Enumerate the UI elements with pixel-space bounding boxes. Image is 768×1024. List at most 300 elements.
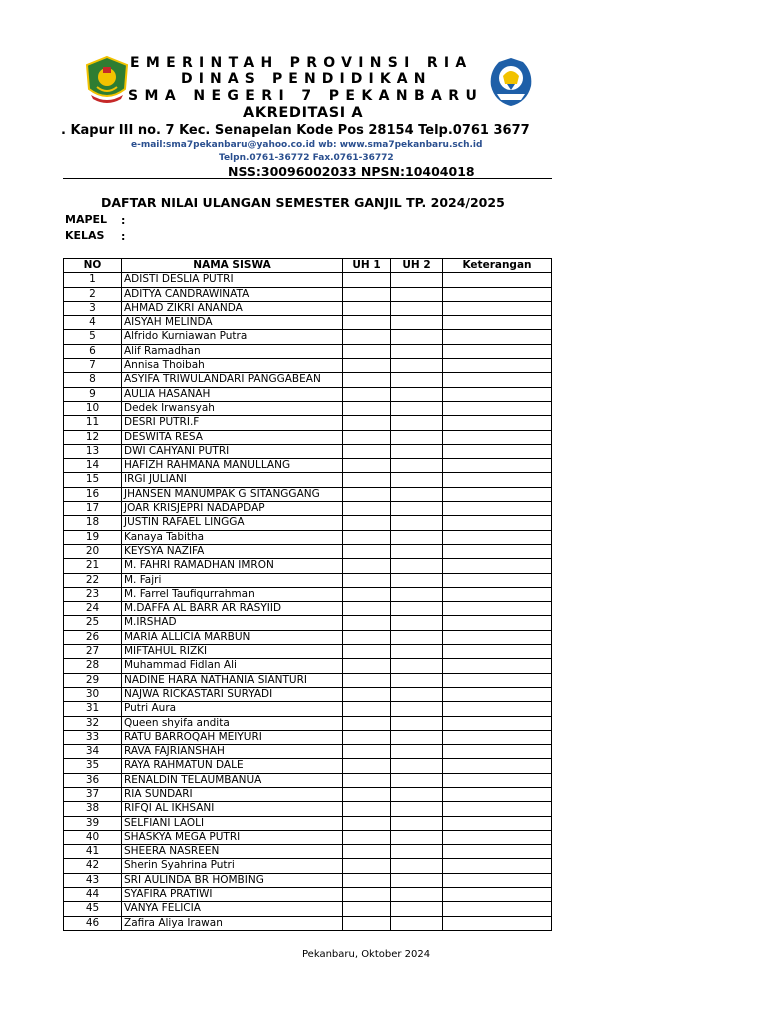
student-name: JUSTIN RAFAEL LINGGA	[122, 516, 343, 530]
uh2-cell[interactable]	[391, 401, 443, 415]
student-number: 16	[64, 487, 122, 501]
table-row	[64, 387, 552, 401]
student-number: 14	[64, 459, 122, 473]
uh1-cell[interactable]	[343, 273, 391, 287]
uh1-cell[interactable]	[343, 830, 391, 844]
header-contact: e-mail:sma7pekanbaru@yahoo.co.id wb: www.sma7pekanbaru.sch.id	[131, 140, 483, 150]
keterangan-cell[interactable]	[443, 873, 552, 887]
field-colon-kelas: :	[121, 230, 126, 243]
keterangan-cell[interactable]	[443, 516, 552, 530]
student-name: Queen shyifa andita	[122, 716, 343, 730]
uh1-cell[interactable]	[343, 330, 391, 344]
table-row	[64, 659, 552, 673]
uh1-cell[interactable]	[343, 430, 391, 444]
student-number: 12	[64, 430, 122, 444]
student-number: 40	[64, 830, 122, 844]
uh2-cell[interactable]	[391, 845, 443, 859]
keterangan-cell[interactable]	[443, 502, 552, 516]
table-row	[64, 459, 552, 473]
keterangan-cell[interactable]	[443, 287, 552, 301]
keterangan-cell[interactable]	[443, 730, 552, 744]
tut-wuri-handayani-emblem-icon	[487, 56, 535, 108]
keterangan-cell[interactable]	[443, 559, 552, 573]
uh2-cell[interactable]	[391, 702, 443, 716]
uh1-cell[interactable]	[343, 902, 391, 916]
keterangan-cell[interactable]	[443, 330, 552, 344]
student-number: 24	[64, 602, 122, 616]
uh1-cell[interactable]	[343, 530, 391, 544]
table-row	[64, 716, 552, 730]
student-name: M. FAHRI RAMADHAN IMRON	[122, 559, 343, 573]
student-name: AULIA HASANAH	[122, 387, 343, 401]
header-school-name: SMA NEGERI 7 PEKANBARU	[128, 88, 484, 104]
uh1-cell[interactable]	[343, 888, 391, 902]
student-name: Alif Ramadhan	[122, 344, 343, 358]
keterangan-cell[interactable]	[443, 473, 552, 487]
keterangan-cell[interactable]	[443, 659, 552, 673]
student-name: Sherin Syahrina Putri	[122, 859, 343, 873]
keterangan-cell[interactable]	[443, 787, 552, 801]
student-number: 23	[64, 587, 122, 601]
uh1-cell[interactable]	[343, 287, 391, 301]
uh2-cell[interactable]	[391, 587, 443, 601]
student-number: 11	[64, 416, 122, 430]
keterangan-cell[interactable]	[443, 616, 552, 630]
student-number: 38	[64, 802, 122, 816]
column-header-keterangan: Keterangan	[443, 259, 552, 273]
uh1-cell[interactable]	[343, 687, 391, 701]
student-name: NAJWA RICKASTARI SURYADI	[122, 687, 343, 701]
header-divider	[63, 178, 552, 179]
student-number: 30	[64, 687, 122, 701]
uh2-cell[interactable]	[391, 316, 443, 330]
uh2-cell[interactable]	[391, 530, 443, 544]
uh2-cell[interactable]	[391, 787, 443, 801]
student-number: 42	[64, 859, 122, 873]
student-number: 29	[64, 673, 122, 687]
uh1-cell[interactable]	[343, 444, 391, 458]
uh1-cell[interactable]	[343, 759, 391, 773]
table-row	[64, 344, 552, 358]
student-number: 20	[64, 544, 122, 558]
table-row	[64, 687, 552, 701]
student-number: 7	[64, 359, 122, 373]
keterangan-cell[interactable]	[443, 430, 552, 444]
uh1-cell[interactable]	[343, 630, 391, 644]
table-row	[64, 416, 552, 430]
student-name: SHASKYA MEGA PUTRI	[122, 830, 343, 844]
student-name: SRI AULINDA BR HOMBING	[122, 873, 343, 887]
student-name: DESWITA RESA	[122, 430, 343, 444]
keterangan-cell[interactable]	[443, 745, 552, 759]
keterangan-cell[interactable]	[443, 359, 552, 373]
column-header-uh2: UH 2	[391, 259, 443, 273]
uh1-cell[interactable]	[343, 459, 391, 473]
uh2-cell[interactable]	[391, 687, 443, 701]
uh2-cell[interactable]	[391, 645, 443, 659]
student-name: Putri Aura	[122, 702, 343, 716]
keterangan-cell[interactable]	[443, 401, 552, 415]
table-row	[64, 802, 552, 816]
uh1-cell[interactable]	[343, 387, 391, 401]
table-row	[64, 816, 552, 830]
student-number: 41	[64, 845, 122, 859]
uh2-cell[interactable]	[391, 773, 443, 787]
uh1-cell[interactable]	[343, 645, 391, 659]
table-row	[64, 544, 552, 558]
keterangan-cell[interactable]	[443, 344, 552, 358]
student-name: MIFTAHUL RIZKI	[122, 645, 343, 659]
field-label-mapel: MAPEL	[65, 213, 108, 226]
student-number: 44	[64, 888, 122, 902]
keterangan-cell[interactable]	[443, 273, 552, 287]
student-number: 35	[64, 759, 122, 773]
uh2-cell[interactable]	[391, 802, 443, 816]
student-number: 5	[64, 330, 122, 344]
student-number: 10	[64, 401, 122, 415]
student-name: AHMAD ZIKRI ANANDA	[122, 301, 343, 315]
uh1-cell[interactable]	[343, 702, 391, 716]
uh2-cell[interactable]	[391, 387, 443, 401]
uh2-cell[interactable]	[391, 416, 443, 430]
student-number: 13	[64, 444, 122, 458]
student-name: IRGI JULIANI	[122, 473, 343, 487]
keterangan-cell[interactable]	[443, 687, 552, 701]
keterangan-cell[interactable]	[443, 759, 552, 773]
column-header-name: NAMA SISWA	[122, 259, 343, 273]
uh1-cell[interactable]	[343, 473, 391, 487]
table-row	[64, 473, 552, 487]
table-row	[64, 359, 552, 373]
table-row	[64, 673, 552, 687]
student-number: 25	[64, 616, 122, 630]
uh2-cell[interactable]	[391, 516, 443, 530]
keterangan-cell[interactable]	[443, 802, 552, 816]
table-row	[64, 630, 552, 644]
student-name: SYAFIRA PRATIWI	[122, 888, 343, 902]
table-row	[64, 773, 552, 787]
keterangan-cell[interactable]	[443, 845, 552, 859]
keterangan-cell[interactable]	[443, 816, 552, 830]
keterangan-cell[interactable]	[443, 530, 552, 544]
table-row	[64, 573, 552, 587]
student-name: M.IRSHAD	[122, 616, 343, 630]
table-row	[64, 401, 552, 415]
table-row	[64, 873, 552, 887]
student-number: 39	[64, 816, 122, 830]
student-name: RAVA FAJRIANSHAH	[122, 745, 343, 759]
student-name: KEYSYA NAZIFA	[122, 544, 343, 558]
uh1-cell[interactable]	[343, 716, 391, 730]
student-number: 33	[64, 730, 122, 744]
student-name: Muhammad Fidlan Ali	[122, 659, 343, 673]
student-number: 3	[64, 301, 122, 315]
uh2-cell[interactable]	[391, 473, 443, 487]
uh1-cell[interactable]	[343, 559, 391, 573]
student-number: 22	[64, 573, 122, 587]
keterangan-cell[interactable]	[443, 301, 552, 315]
keterangan-cell[interactable]	[443, 859, 552, 873]
uh2-cell[interactable]	[391, 916, 443, 930]
table-row	[64, 301, 552, 315]
uh2-cell[interactable]	[391, 745, 443, 759]
keterangan-cell[interactable]	[443, 487, 552, 501]
header-accreditation: AKREDITASI A	[243, 105, 364, 121]
student-name: Alfrido Kurniawan Putra	[122, 330, 343, 344]
table-row	[64, 830, 552, 844]
table-row	[64, 373, 552, 387]
uh1-cell[interactable]	[343, 802, 391, 816]
uh1-cell[interactable]	[343, 673, 391, 687]
student-number: 17	[64, 502, 122, 516]
uh1-cell[interactable]	[343, 487, 391, 501]
student-name: Annisa Thoibah	[122, 359, 343, 373]
uh2-cell[interactable]	[391, 459, 443, 473]
student-name: RIA SUNDARI	[122, 787, 343, 801]
student-name: SELFIANI LAOLI	[122, 816, 343, 830]
uh2-cell[interactable]	[391, 444, 443, 458]
grades-table	[63, 258, 552, 931]
column-header-no: NO	[64, 259, 122, 273]
uh1-cell[interactable]	[343, 416, 391, 430]
student-number: 19	[64, 530, 122, 544]
student-name: Dedek Irwansyah	[122, 401, 343, 415]
uh1-cell[interactable]	[343, 401, 391, 415]
table-row	[64, 888, 552, 902]
keterangan-cell[interactable]	[443, 387, 552, 401]
uh1-cell[interactable]	[343, 502, 391, 516]
keterangan-cell[interactable]	[443, 630, 552, 644]
uh1-cell[interactable]	[343, 616, 391, 630]
student-name: M. Farrel Taufiqurrahman	[122, 587, 343, 601]
student-number: 46	[64, 916, 122, 930]
uh2-cell[interactable]	[391, 630, 443, 644]
student-name: RIFQI AL IKHSANI	[122, 802, 343, 816]
table-row	[64, 916, 552, 930]
student-number: 32	[64, 716, 122, 730]
keterangan-cell[interactable]	[443, 316, 552, 330]
table-row	[64, 430, 552, 444]
uh1-cell[interactable]	[343, 544, 391, 558]
uh2-cell[interactable]	[391, 888, 443, 902]
student-number: 18	[64, 516, 122, 530]
student-name: M.DAFFA AL BARR AR RASYIID	[122, 602, 343, 616]
uh1-cell[interactable]	[343, 373, 391, 387]
table-row	[64, 559, 552, 573]
uh2-cell[interactable]	[391, 673, 443, 687]
student-name: AISYAH MELINDA	[122, 316, 343, 330]
student-name: Kanaya Tabitha	[122, 530, 343, 544]
table-row	[64, 745, 552, 759]
table-row	[64, 602, 552, 616]
student-name: MARIA ALLICIA MARBUN	[122, 630, 343, 644]
student-number: 34	[64, 745, 122, 759]
student-number: 31	[64, 702, 122, 716]
student-name: DWI CAHYANI PUTRI	[122, 444, 343, 458]
uh1-cell[interactable]	[343, 916, 391, 930]
table-row	[64, 487, 552, 501]
uh1-cell[interactable]	[343, 344, 391, 358]
student-number: 8	[64, 373, 122, 387]
student-number: 37	[64, 787, 122, 801]
table-row	[64, 859, 552, 873]
uh2-cell[interactable]	[391, 873, 443, 887]
uh2-cell[interactable]	[391, 759, 443, 773]
keterangan-cell[interactable]	[443, 830, 552, 844]
student-name: ADISTI DESLIA PUTRI	[122, 273, 343, 287]
keterangan-cell[interactable]	[443, 544, 552, 558]
uh1-cell[interactable]	[343, 602, 391, 616]
keterangan-cell[interactable]	[443, 587, 552, 601]
table-row	[64, 616, 552, 630]
uh1-cell[interactable]	[343, 359, 391, 373]
uh2-cell[interactable]	[391, 573, 443, 587]
header-address: . Kapur III no. 7 Kec. Senapelan Kode Pos 28154 Telp.0761 3677	[61, 123, 530, 138]
header-phone-fax: Telpn.0761-36772 Fax.0761-36772	[219, 153, 394, 163]
uh2-cell[interactable]	[391, 287, 443, 301]
uh1-cell[interactable]	[343, 587, 391, 601]
student-name: RAYA RAHMATUN DALE	[122, 759, 343, 773]
uh1-cell[interactable]	[343, 873, 391, 887]
uh2-cell[interactable]	[391, 273, 443, 287]
table-row	[64, 759, 552, 773]
document-title: DAFTAR NILAI ULANGAN SEMESTER GANJIL TP. 2024/2025	[101, 195, 505, 210]
uh1-cell[interactable]	[343, 816, 391, 830]
table-row	[64, 530, 552, 544]
uh1-cell[interactable]	[343, 573, 391, 587]
keterangan-cell[interactable]	[443, 416, 552, 430]
uh1-cell[interactable]	[343, 301, 391, 315]
uh1-cell[interactable]	[343, 730, 391, 744]
table-row	[64, 444, 552, 458]
student-number: 26	[64, 630, 122, 644]
student-number: 28	[64, 659, 122, 673]
uh2-cell[interactable]	[391, 344, 443, 358]
table-row	[64, 645, 552, 659]
riau-province-emblem-icon	[83, 55, 131, 105]
keterangan-cell[interactable]	[443, 702, 552, 716]
uh2-cell[interactable]	[391, 359, 443, 373]
uh2-cell[interactable]	[391, 544, 443, 558]
student-name: JOAR KRISJEPRI NADAPDAP	[122, 502, 343, 516]
uh1-cell[interactable]	[343, 516, 391, 530]
table-body	[64, 273, 552, 931]
uh2-cell[interactable]	[391, 373, 443, 387]
student-number: 15	[64, 473, 122, 487]
uh2-cell[interactable]	[391, 559, 443, 573]
header-school-ids: NSS:30096002033 NPSN:10404018	[228, 164, 475, 179]
uh2-cell[interactable]	[391, 301, 443, 315]
student-number: 1	[64, 273, 122, 287]
table-row	[64, 273, 552, 287]
uh2-cell[interactable]	[391, 716, 443, 730]
student-name: RENALDIN TELAUMBANUA	[122, 773, 343, 787]
student-number: 9	[64, 387, 122, 401]
keterangan-cell[interactable]	[443, 888, 552, 902]
student-number: 45	[64, 902, 122, 916]
keterangan-cell[interactable]	[443, 373, 552, 387]
student-number: 36	[64, 773, 122, 787]
uh2-cell[interactable]	[391, 602, 443, 616]
table-row	[64, 287, 552, 301]
keterangan-cell[interactable]	[443, 602, 552, 616]
table-row	[64, 516, 552, 530]
table-row	[64, 730, 552, 744]
table-row	[64, 845, 552, 859]
field-colon-mapel: :	[121, 214, 126, 227]
table-row	[64, 787, 552, 801]
table-row	[64, 330, 552, 344]
keterangan-cell[interactable]	[443, 773, 552, 787]
student-name: SHEERA NASREEN	[122, 845, 343, 859]
uh2-cell[interactable]	[391, 430, 443, 444]
student-name: JHANSEN MANUMPAK G SITANGGANG	[122, 487, 343, 501]
keterangan-cell[interactable]	[443, 902, 552, 916]
keterangan-cell[interactable]	[443, 673, 552, 687]
uh2-cell[interactable]	[391, 616, 443, 630]
uh1-cell[interactable]	[343, 773, 391, 787]
student-number: 43	[64, 873, 122, 887]
student-number: 6	[64, 344, 122, 358]
student-name: NADINE HARA NATHANIA SIANTURI	[122, 673, 343, 687]
student-name: Zafira Aliya Irawan	[122, 916, 343, 930]
table-row	[64, 902, 552, 916]
keterangan-cell[interactable]	[443, 459, 552, 473]
header-government-line: EMERINTAH PROVINSI RIA	[130, 55, 473, 71]
student-name: VANYA FELICIA	[122, 902, 343, 916]
student-name: HAFIZH RAHMANA MANULLANG	[122, 459, 343, 473]
uh2-cell[interactable]	[391, 730, 443, 744]
uh2-cell[interactable]	[391, 659, 443, 673]
keterangan-cell[interactable]	[443, 573, 552, 587]
table-row	[64, 316, 552, 330]
uh2-cell[interactable]	[391, 330, 443, 344]
student-number: 21	[64, 559, 122, 573]
uh2-cell[interactable]	[391, 502, 443, 516]
student-number: 27	[64, 645, 122, 659]
keterangan-cell[interactable]	[443, 444, 552, 458]
student-number: 2	[64, 287, 122, 301]
uh1-cell[interactable]	[343, 787, 391, 801]
uh2-cell[interactable]	[391, 830, 443, 844]
student-name: DESRI PUTRI.F	[122, 416, 343, 430]
place-date: Pekanbaru, Oktober 2024	[302, 949, 431, 960]
uh2-cell[interactable]	[391, 816, 443, 830]
student-name: ADITYA CANDRAWINATA	[122, 287, 343, 301]
header-department-line: DINAS PENDIDIKAN	[181, 71, 432, 87]
uh1-cell[interactable]	[343, 845, 391, 859]
uh1-cell[interactable]	[343, 859, 391, 873]
uh1-cell[interactable]	[343, 659, 391, 673]
student-name: M. Fajri	[122, 573, 343, 587]
uh2-cell[interactable]	[391, 902, 443, 916]
uh1-cell[interactable]	[343, 316, 391, 330]
table-header-row	[64, 259, 552, 273]
uh2-cell[interactable]	[391, 487, 443, 501]
uh2-cell[interactable]	[391, 859, 443, 873]
field-label-kelas: KELAS	[65, 229, 105, 242]
student-number: 4	[64, 316, 122, 330]
keterangan-cell[interactable]	[443, 716, 552, 730]
table-row	[64, 502, 552, 516]
keterangan-cell[interactable]	[443, 916, 552, 930]
column-header-uh1: UH 1	[343, 259, 391, 273]
student-name: RATU BARROQAH MEIYURI	[122, 730, 343, 744]
keterangan-cell[interactable]	[443, 645, 552, 659]
table-row	[64, 702, 552, 716]
table-row	[64, 587, 552, 601]
uh1-cell[interactable]	[343, 745, 391, 759]
